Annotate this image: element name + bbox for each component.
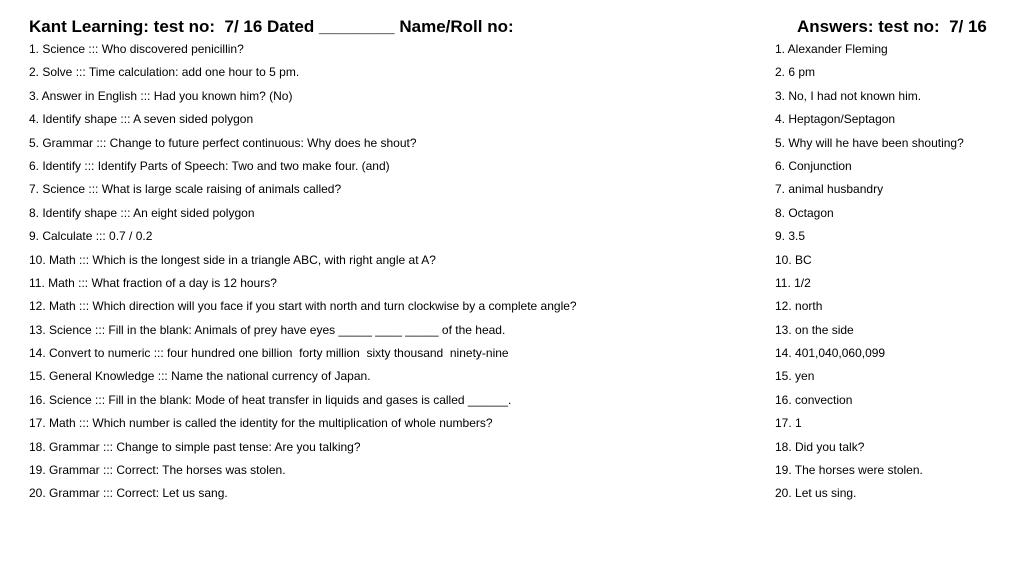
question-item: 4. Identify shape ::: A seven sided polygon [29, 112, 254, 127]
question-item: 9. Calculate ::: 0.7 / 0.2 [29, 229, 153, 244]
answer-item: 16. convection [775, 392, 853, 407]
answer-item: 14. 401,040,060,099 [775, 346, 886, 361]
answers-title: Answers: test no: 7/ 16 [797, 17, 987, 36]
question-item: 20. Grammar ::: Correct: Let us sang. [29, 486, 228, 501]
question-item: 2. Solve ::: Time calculation: add one hour to 5 pm. [29, 65, 300, 80]
answer-item: 18. Did you talk? [775, 439, 865, 454]
question-item: 8. Identify shape ::: An eight sided polygon [29, 205, 255, 220]
question-item: 11. Math ::: What fraction of a day is 12 hours? [29, 275, 277, 290]
question-item: 5. Grammar ::: Change to future perfect continuous: Why does he shout? [29, 135, 417, 150]
question-item: 19. Grammar ::: Correct: The horses was stolen. [29, 463, 286, 478]
answer-item: 12. north [775, 299, 823, 314]
answer-item: 11. 1/2 [775, 275, 811, 290]
question-item: 17. Math ::: Which number is called the identity for the multiplication of whole numbers? [29, 416, 493, 431]
question-item: 12. Math ::: Which direction will you face if you start with north and turn clockwise by a complete angle? [29, 299, 577, 314]
question-item: 7. Science ::: What is large scale raising of animals called? [29, 182, 342, 197]
answer-item: 4. Heptagon/Septagon [775, 112, 896, 127]
answer-item: 7. animal husbandry [775, 182, 884, 197]
question-item: 3. Answer in English ::: Had you known him? (No) [29, 88, 293, 103]
answer-item: 2. 6 pm [775, 65, 816, 80]
answer-item: 20. Let us sing. [775, 486, 857, 501]
answer-item: 6. Conjunction [775, 158, 852, 173]
question-item: 14. Convert to numeric ::: four hundred one billion forty million sixty thousand ninety-nine [29, 346, 509, 361]
answer-item: 8. Octagon [775, 205, 834, 220]
answer-item: 13. on the side [775, 322, 854, 337]
answer-item: 5. Why will he have been shouting? [775, 135, 964, 150]
question-item: 10. Math ::: Which is the longest side in a triangle ABC, with right angle at A? [29, 252, 436, 267]
answer-item: 15. yen [775, 369, 815, 384]
answer-item: 17. 1 [775, 416, 802, 431]
question-item: 6. Identify ::: Identify Parts of Speech: Two and two make four. (and) [29, 158, 390, 173]
question-item: 18. Grammar ::: Change to simple past tense: Are you talking? [29, 439, 361, 454]
answer-item: 3. No, I had not known him. [775, 88, 922, 103]
answer-list [775, 41, 1015, 509]
question-item: 1. Science ::: Who discovered penicillin? [29, 42, 244, 56]
answer-item: 10. BC [775, 252, 812, 267]
question-item: 15. General Knowledge ::: Name the national currency of Japan. [29, 369, 371, 384]
answer-item: 19. The horses were stolen. [775, 463, 923, 478]
question-item: 16. Science ::: Fill in the blank: Mode of heat transfer in liquids and gases is called ______. [29, 392, 512, 407]
answer-item: 9. 3.5 [775, 229, 806, 244]
question-item: 13. Science ::: Fill in the blank: Animals of prey have eyes _____ ____ _____ of the head. [29, 322, 506, 337]
answer-item: 1. Alexander Fleming [775, 42, 888, 56]
test-title: Kant Learning: test no: 7/ 16 Dated ________ Name/Roll no: [29, 17, 514, 36]
question-list [29, 41, 749, 509]
